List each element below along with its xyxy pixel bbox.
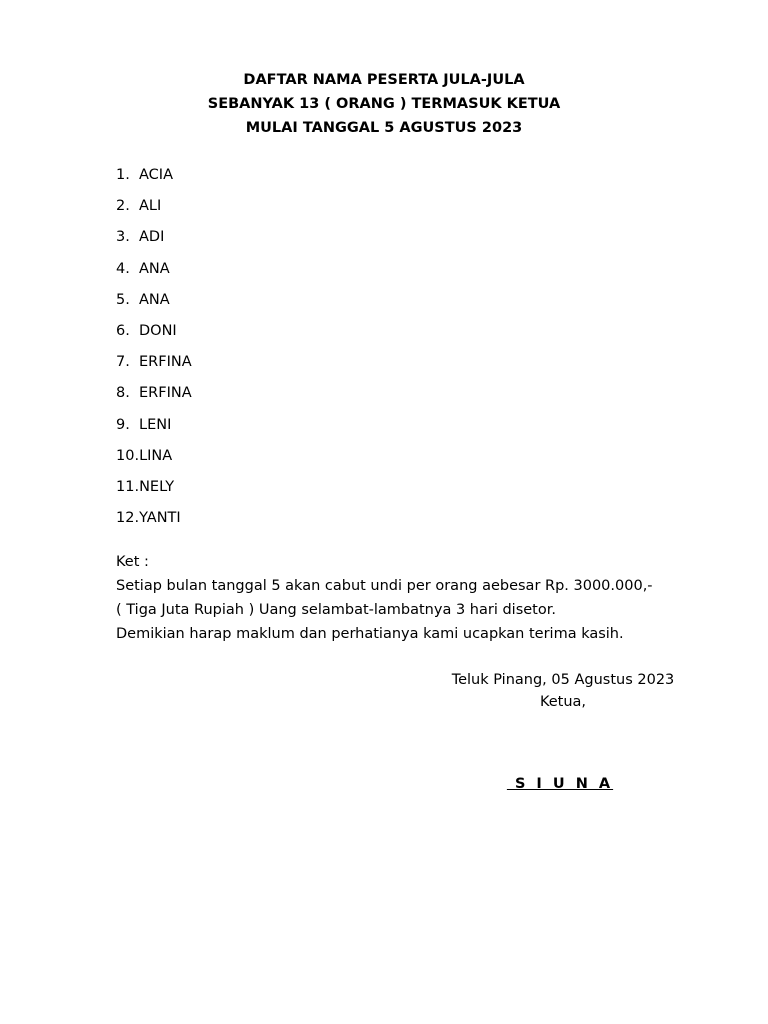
notes-line-3: Demikian harap maklum dan perhatianya kami ucapkan terima kasih. bbox=[116, 626, 624, 642]
participant-name: DONI bbox=[139, 322, 177, 339]
list-number: 6. bbox=[116, 322, 130, 339]
list-number: 2. bbox=[116, 198, 130, 215]
list-number: 12. bbox=[116, 510, 140, 527]
participant-name: ERFINA bbox=[139, 385, 192, 402]
participant-name: ACIA bbox=[139, 167, 173, 183]
title-line-3: MULAI TANGGAL 5 AGUSTUS 2023 bbox=[245, 120, 523, 136]
title-line-2: SEBANYAK 13 ( ORANG ) TERMASUK KETUA bbox=[207, 96, 561, 112]
list-number: 4. bbox=[116, 260, 130, 277]
list-item bbox=[116, 445, 192, 476]
notes-label: Ket : bbox=[116, 554, 149, 570]
list-item bbox=[116, 351, 192, 382]
list-item bbox=[116, 320, 192, 351]
participant-name: NELY bbox=[139, 478, 175, 495]
participant-name: ANA bbox=[139, 260, 170, 277]
list-item bbox=[116, 414, 192, 445]
place-date: Teluk Pinang, 05 Agustus 2023 bbox=[451, 672, 675, 688]
signer-name: S I U N A bbox=[506, 776, 614, 792]
participant-name: LENI bbox=[139, 416, 172, 433]
title-line-1: DAFTAR NAMA PESERTA JULA-JULA bbox=[243, 72, 525, 88]
document-title bbox=[0, 68, 768, 140]
list-number: 9. bbox=[116, 416, 130, 433]
list-item bbox=[116, 476, 192, 507]
participant-name: ERFINA bbox=[139, 354, 192, 371]
participant-name: YANTI bbox=[139, 510, 181, 527]
list-item bbox=[116, 289, 192, 320]
notes-line-1: Setiap bulan tanggal 5 akan cabut undi per orang aebesar Rp. 3000.000,- bbox=[116, 578, 653, 594]
list-number: 11. bbox=[116, 478, 140, 495]
list-item bbox=[116, 164, 192, 195]
list-number: 3. bbox=[116, 229, 130, 246]
list-number: 8. bbox=[116, 385, 130, 402]
list-number: 10. bbox=[116, 447, 140, 464]
list-item bbox=[116, 226, 192, 257]
participant-name: ADI bbox=[139, 229, 165, 246]
participant-list bbox=[116, 164, 192, 538]
list-item bbox=[116, 258, 192, 289]
list-item bbox=[116, 382, 192, 413]
participant-name: LINA bbox=[139, 447, 173, 464]
list-number: 5. bbox=[116, 291, 130, 308]
list-number: 7. bbox=[116, 354, 130, 371]
list-item bbox=[116, 507, 192, 538]
list-number: 1. bbox=[116, 167, 130, 183]
participant-name: ANA bbox=[139, 291, 170, 308]
participant-name: ALI bbox=[139, 198, 162, 215]
list-item bbox=[116, 195, 192, 226]
signer-role: Ketua, bbox=[539, 694, 587, 710]
notes-line-2: ( Tiga Juta Rupiah ) Uang selambat-lambatnya 3 hari disetor. bbox=[116, 602, 556, 618]
signature-block bbox=[420, 669, 706, 713]
notes-block bbox=[116, 550, 653, 646]
